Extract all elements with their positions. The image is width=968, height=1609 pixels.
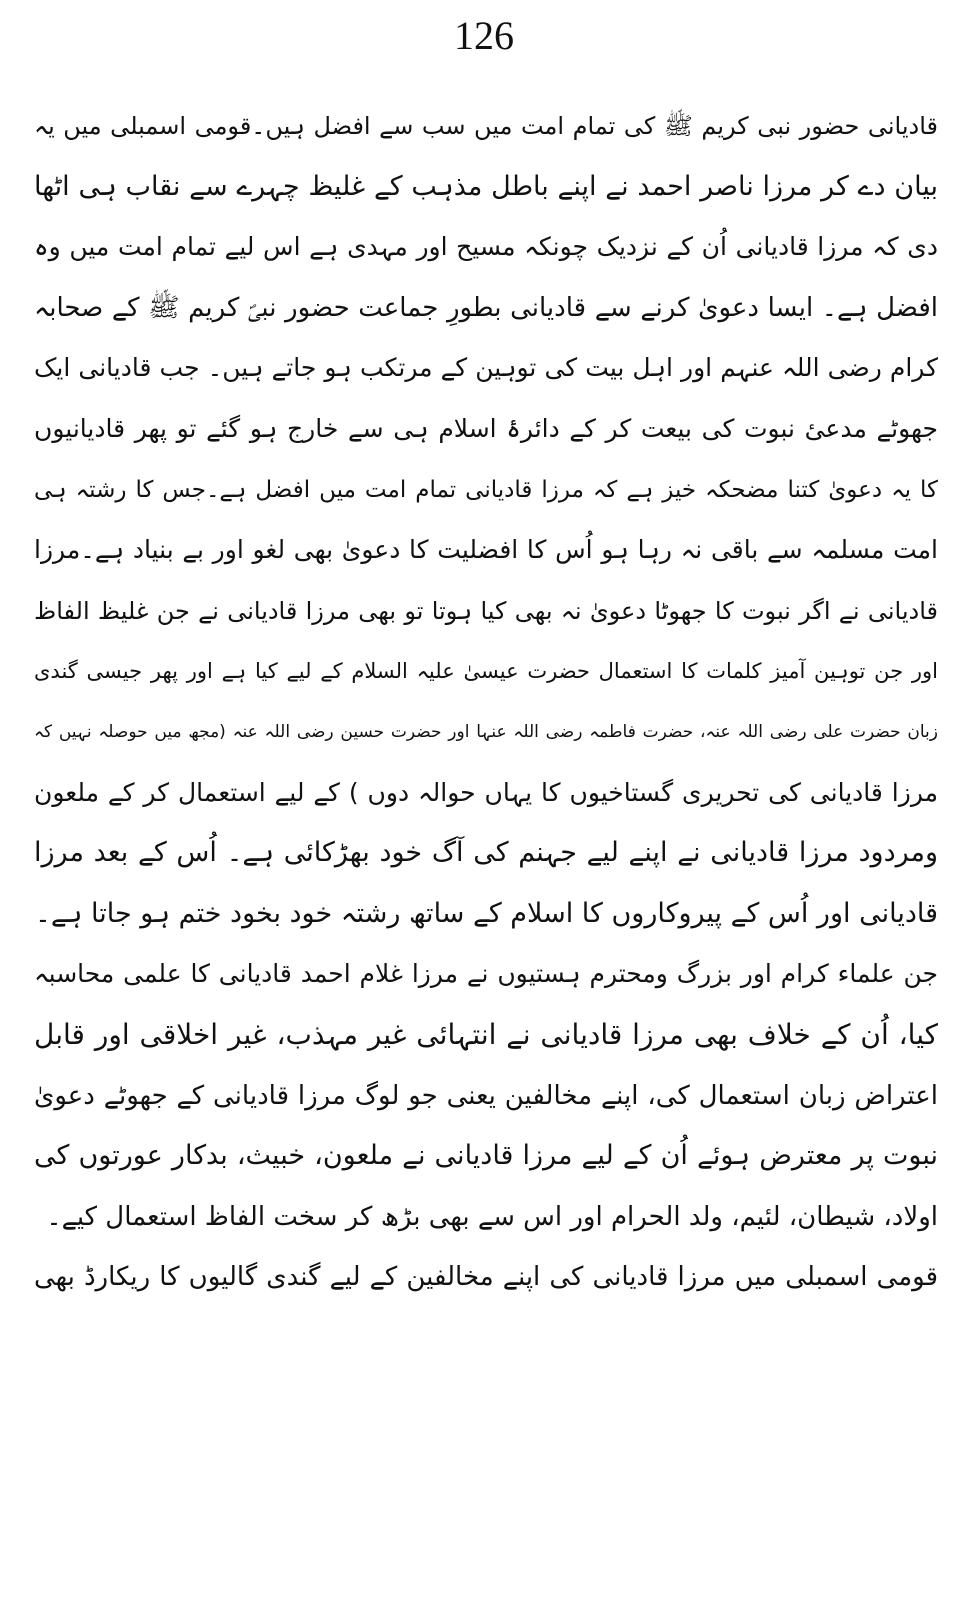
text-line: امت مسلمہ سے باقی نہ رہا ہو اُس کا افضلیت کا دعویٰ بھی لغو اور بے بنیاد ہے۔مرزا (34, 535, 938, 565)
text-line: قادیانی نے اگر نبوت کا جھوٹا دعویٰ نہ بھی کیا ہوتا تو بھی مرزا قادیانی نے جن غلیظ الفاظ (34, 596, 938, 625)
text-line: کیا، اُن کے خلاف بھی مرزا قادیانی نے انتہائی غیر مہذب، غیر اخلاقی اور قابل (34, 1017, 938, 1051)
paragraph-end-line: اولاد، شیطان، لئیم، ولد الحرام اور اس سے بھی بڑھ کر سخت الفاظ استعمال کیے۔ (46, 1201, 938, 1232)
text-line: کا یہ دعویٰ کتنا مضحکہ خیز ہے کہ مرزا قادیانی تمام امت میں افضل ہے۔جس کا رشتہ ہی (34, 476, 938, 503)
page-number: 126 (454, 13, 514, 58)
text-line: قومی اسمبلی میں مرزا قادیانی کی اپنے مخالفین کے لیے گندی گالیوں کا ریکارڈ بھی (34, 1262, 938, 1293)
paragraph-end-line: قادیانی اور اُس کے پیروکاروں کا اسلام کے ساتھ رشتہ خود بخود ختم ہو جاتا ہے۔ (35, 897, 938, 929)
text-line: کرام رضی اللہ عنہم اور اہل بیت کی توہین کے مرتکب ہو جاتے ہیں۔ جب قادیانی ایک (34, 353, 938, 383)
text-line: نبوت پر معترض ہوئے اُن کے لیے مرزا قادیانی نے ملعون، خبیث، بدکار عورتوں کی (34, 1140, 938, 1172)
text-line: اعتراض زبان استعمال کی، اپنے مخالفین یعنی جو لوگ مرزا قادیانی کے جھوٹے دعویٰ (34, 1080, 938, 1111)
text-line: زبان حضرت علی رضی اللہ عنہ، حضرت فاطمہ رضی اللہ عنہا اور حضرت حسین رضی اللہ عنہ (مجھ میں حوصلہ نہیں کہ (34, 721, 938, 742)
text-line: افضل ہے۔ ایسا دعویٰ کرنے سے قادیانی بطورِ جماعت حضور نبیؐ کریم ﷺ کے صحابہ (34, 292, 938, 323)
text-line: اور جن توہین آمیز کلمات کا استعمال حضرت عیسیٰ علیہ السلام کے لیے کیا ہے اور پھر جیسی گندی (34, 659, 938, 684)
body-text (34, 96, 938, 1308)
text-line: بیان دے کر مرزا ناصر احمد نے اپنے باطل مذہب کے غلیظ چہرے سے نقاب ہی اٹھا (34, 170, 938, 202)
text-line: دی کہ مرزا قادیانی اُن کے نزدیک چونکہ مسیح اور مہدی ہے اس لیے تمام امت میں وہ (34, 232, 938, 262)
text-line: جن علماء کرام اور بزرگ ومحترم ہستیوں نے مرزا غلام احمد قادیانی کا علمی محاسبہ (34, 959, 938, 989)
text-line: جھوٹے مدعیٔ نبوت کی بیعت کر کے دائرۂ اسلام ہی سے خارج ہو گئے تو پھر قادیانیوں (34, 413, 938, 443)
text-line: مرزا قادیانی کی تحریری گستاخیوں کا یہاں حوالہ دوں ) کے لیے استعمال کر کے ملعون (34, 777, 938, 807)
text-line: قادیانی حضور نبی کریم ﷺ کی تمام امت میں سب سے افضل ہیں۔قومی اسمبلی میں یہ (34, 112, 938, 140)
text-line: ومردود مرزا قادیانی نے اپنے لیے جہنم کی آگ خود بھڑکائی ہے۔ اُس کے بعد مرزا (34, 837, 938, 869)
